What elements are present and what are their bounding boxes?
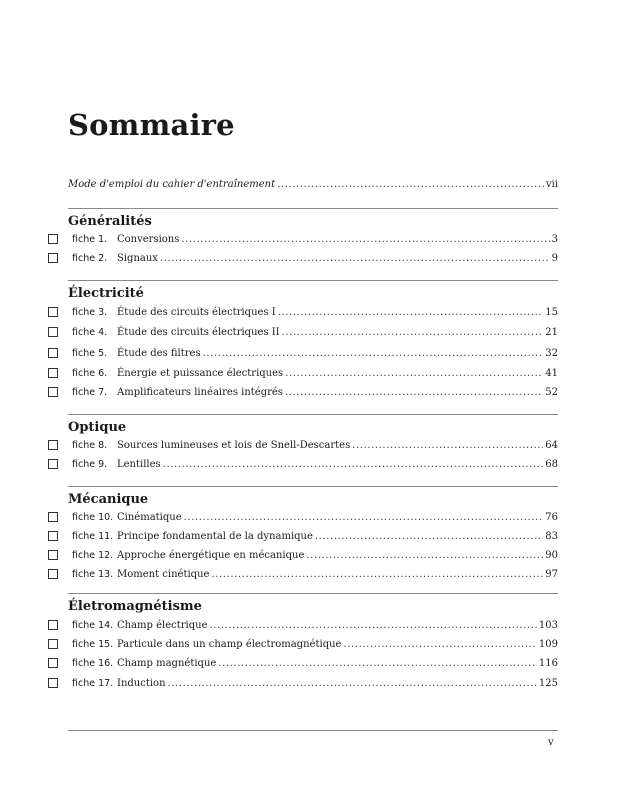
checkbox[interactable] — [48, 253, 58, 263]
entry-page: 32 — [545, 347, 558, 359]
entry-page: 21 — [545, 326, 558, 338]
dot-leader — [285, 387, 543, 398]
dot-leader — [285, 368, 543, 379]
entry-number: fiche 11. — [72, 530, 114, 542]
checkbox[interactable] — [48, 387, 58, 397]
checkbox[interactable] — [48, 639, 58, 649]
entry-number: fiche 13. — [72, 568, 114, 580]
dot-leader — [160, 253, 550, 264]
checkbox[interactable] — [48, 678, 58, 688]
entry-page: 116 — [538, 657, 558, 669]
entry-title: Lentilles — [117, 458, 161, 470]
section-divider — [68, 593, 558, 594]
dot-leader — [210, 620, 537, 631]
checkbox[interactable] — [48, 234, 58, 244]
entry-number: fiche 15. — [72, 638, 114, 650]
toc-entry[interactable] — [48, 528, 558, 544]
toc-entry[interactable] — [48, 509, 558, 525]
entry-number: fiche 12. — [72, 549, 114, 561]
section-divider — [68, 414, 558, 415]
entry-page: 109 — [538, 638, 558, 650]
toc-entry[interactable] — [48, 231, 558, 247]
entry-number: fiche 9. — [72, 458, 108, 470]
entry-number: fiche 4. — [72, 326, 108, 338]
entry-title: Champ électrique — [117, 619, 208, 631]
checkbox[interactable] — [48, 531, 58, 541]
dot-leader — [203, 348, 544, 359]
section-heading: Életromagnétisme — [68, 599, 202, 614]
toc-entry[interactable] — [48, 250, 558, 266]
toc-entry[interactable] — [48, 456, 558, 472]
checkbox[interactable] — [48, 459, 58, 469]
entry-number: fiche 17. — [72, 677, 114, 689]
entry-number: fiche 6. — [72, 367, 108, 379]
section-heading: Généralités — [68, 214, 152, 229]
entry-page: 97 — [545, 568, 558, 580]
dot-leader — [218, 658, 537, 669]
entry-title: Amplificateurs linéaires intégrés — [117, 386, 283, 398]
entry-number: fiche 2. — [72, 252, 108, 264]
entry-page: 90 — [545, 549, 558, 561]
checkbox[interactable] — [48, 550, 58, 560]
dot-leader — [282, 327, 544, 338]
intro-page: vii — [545, 179, 558, 190]
toc-entry[interactable] — [48, 636, 558, 652]
entry-page: 9 — [551, 252, 558, 264]
section-divider — [68, 208, 558, 209]
dot-leader — [168, 678, 537, 689]
entry-title: Champ magnétique — [117, 657, 217, 669]
entry-title: Signaux — [117, 252, 158, 264]
dot-leader — [352, 440, 543, 451]
entry-title: Principe fondamental de la dynamique — [117, 530, 313, 542]
page-number: v — [548, 737, 554, 748]
checkbox[interactable] — [48, 569, 58, 579]
entry-page: 3 — [551, 233, 558, 245]
entry-page: 68 — [545, 458, 558, 470]
dot-leader — [315, 531, 543, 542]
entry-page: 103 — [538, 619, 558, 631]
entry-page: 125 — [538, 677, 558, 689]
dot-leader — [184, 512, 544, 523]
entry-number: fiche 8. — [72, 439, 108, 451]
entry-page: 52 — [545, 386, 558, 398]
section-divider — [68, 280, 558, 281]
checkbox[interactable] — [48, 512, 58, 522]
entry-number: fiche 14. — [72, 619, 114, 631]
entry-title: Approche énergétique en mécanique — [117, 549, 305, 561]
toc-entry[interactable] — [48, 384, 558, 400]
entry-page: 41 — [545, 367, 558, 379]
entry-title: Cinématique — [117, 511, 182, 523]
entry-number: fiche 7. — [72, 386, 108, 398]
dot-leader — [306, 550, 543, 561]
entry-page: 76 — [545, 511, 558, 523]
entry-title: Induction — [117, 677, 166, 689]
toc-entry[interactable] — [48, 675, 558, 691]
checkbox[interactable] — [48, 327, 58, 337]
checkbox[interactable] — [48, 368, 58, 378]
entry-number: fiche 1. — [72, 233, 108, 245]
entry-title: Étude des circuits électriques II — [117, 326, 280, 338]
entry-title: Moment cinétique — [117, 568, 210, 580]
dot-leader — [211, 569, 543, 580]
entry-title: Énergie et puissance électriques — [117, 367, 284, 379]
page-title: Sommaire — [68, 108, 235, 142]
intro-entry[interactable] — [68, 179, 558, 195]
section-heading: Mécanique — [68, 492, 149, 507]
entry-page: 64 — [545, 439, 558, 451]
toc-entry[interactable] — [48, 437, 558, 453]
entry-title: Conversions — [117, 233, 180, 245]
dot-leader — [278, 307, 544, 318]
toc-entry[interactable] — [48, 547, 558, 563]
dot-leader — [343, 639, 536, 650]
entry-title: Particule dans un champ électromagnétique — [117, 638, 342, 650]
entry-number: fiche 5. — [72, 347, 108, 359]
entry-number: fiche 16. — [72, 657, 114, 669]
entry-title: Étude des circuits électriques I — [117, 306, 276, 318]
section-divider — [68, 486, 558, 487]
dot-leader — [277, 179, 544, 190]
entry-page: 83 — [545, 530, 558, 542]
entry-page: 15 — [545, 306, 558, 318]
section-heading: Électricité — [68, 286, 144, 301]
footer-divider — [68, 730, 558, 731]
checkbox[interactable] — [48, 307, 58, 317]
toc-entry[interactable] — [48, 345, 558, 361]
toc-entry[interactable] — [48, 365, 558, 381]
dot-leader — [163, 459, 544, 470]
toc-entry[interactable] — [48, 304, 558, 320]
dot-leader — [181, 234, 549, 245]
checkbox[interactable] — [48, 348, 58, 358]
checkbox[interactable] — [48, 440, 58, 450]
toc-entry[interactable] — [48, 324, 558, 340]
toc-entry[interactable] — [48, 617, 558, 633]
entry-number: fiche 10. — [72, 511, 114, 523]
toc-entry[interactable] — [48, 566, 558, 582]
checkbox[interactable] — [48, 620, 58, 630]
checkbox[interactable] — [48, 658, 58, 668]
toc-entry[interactable] — [48, 655, 558, 671]
entry-title: Étude des filtres — [117, 347, 201, 359]
intro-title: Mode d'emploi du cahier d'entraînement — [68, 179, 276, 190]
entry-number: fiche 3. — [72, 306, 108, 318]
entry-title: Sources lumineuses et lois de Snell-Descartes — [117, 439, 351, 451]
section-heading: Optique — [68, 420, 127, 435]
